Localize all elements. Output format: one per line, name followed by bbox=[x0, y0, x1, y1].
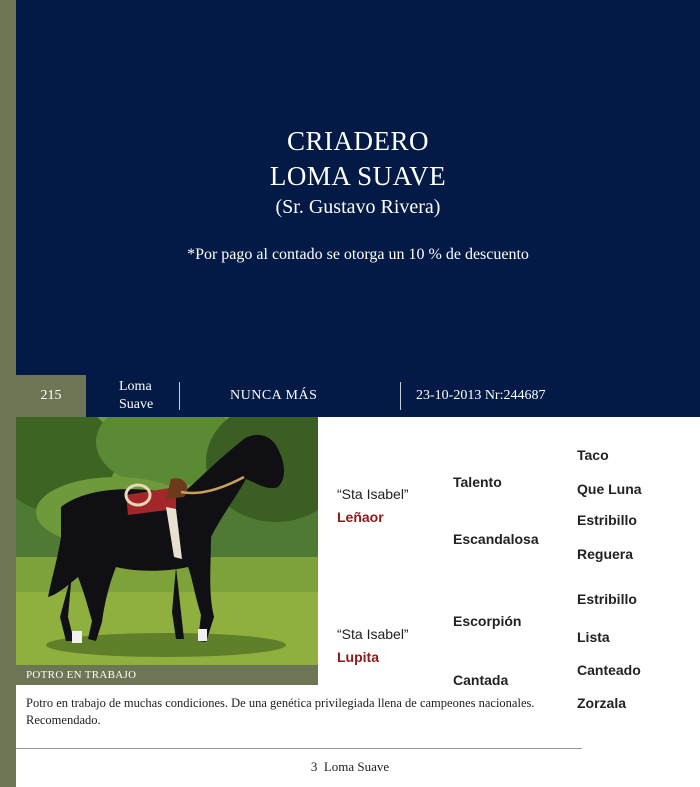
photo-caption bbox=[16, 665, 318, 685]
lot-breeder-line1: Loma bbox=[119, 379, 152, 394]
photo-caption-text: POTRO EN TRABAJO bbox=[26, 669, 137, 681]
separator bbox=[400, 382, 401, 410]
great-grandparent-3: Estribillo bbox=[577, 512, 637, 528]
lot-breeder-line2: Suave bbox=[119, 397, 154, 412]
great-grandparent-1: Taco bbox=[577, 447, 609, 463]
horse-name: NUNCA MÁS bbox=[230, 388, 318, 403]
horse-illustration bbox=[16, 417, 318, 665]
lot-breeder bbox=[119, 378, 179, 414]
header-breeder-name: LOMA SUAVE bbox=[269, 161, 447, 191]
great-grandparent-2: Que Luna bbox=[577, 481, 642, 497]
left-accent-bar bbox=[0, 0, 16, 787]
dam-prefix: “Sta Isabel” bbox=[337, 626, 409, 642]
great-grandparent-7: Canteado bbox=[577, 662, 641, 678]
grandparent-sire-dam: Escandalosa bbox=[453, 531, 539, 547]
great-grandparent-5: Estribillo bbox=[577, 591, 637, 607]
great-grandparent-4: Reguera bbox=[577, 546, 634, 562]
header-owner: (Sr. Gustavo Rivera) bbox=[275, 196, 441, 218]
sire-prefix: “Sta Isabel” bbox=[337, 486, 409, 502]
breeder-header bbox=[16, 0, 700, 375]
grandparent-sire-sire: Talento bbox=[453, 474, 502, 490]
great-grandparent-6: Lista bbox=[577, 629, 610, 645]
page-number: 3 bbox=[310, 759, 318, 774]
separator bbox=[179, 382, 180, 410]
horse-photo bbox=[16, 417, 318, 665]
grandparent-dam-dam: Cantada bbox=[453, 672, 509, 688]
footer-label: Loma Suave bbox=[323, 759, 390, 774]
lot-info-bar bbox=[16, 375, 700, 417]
dam-name: Lupita bbox=[337, 649, 379, 665]
header-line-criadero: CRIADERO bbox=[286, 126, 429, 156]
great-grandparent-8: Zorzala bbox=[577, 695, 627, 711]
birth-date-registry: 23-10-2013 Nr:244687 bbox=[416, 388, 546, 403]
grandparent-dam-sire: Escorpión bbox=[453, 613, 522, 629]
page-footer bbox=[0, 759, 700, 775]
divider bbox=[16, 748, 582, 749]
lot-number: 215 bbox=[16, 375, 86, 417]
header-discount-note: *Por pago al contado se otorga un 10 % de descuento bbox=[187, 246, 529, 263]
lot-description: Potro en trabajo de muchas condiciones. De una genética privilegiada llena de campeones nacionales. Recomendado. bbox=[26, 696, 535, 727]
sire-name: Leñaor bbox=[337, 509, 384, 525]
